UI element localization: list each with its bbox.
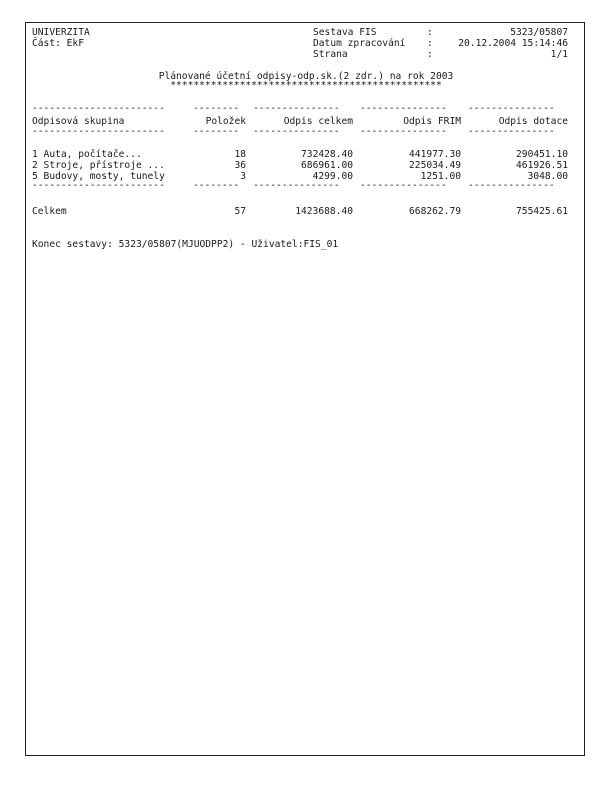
dash-hdr-c1: -----------------------: [32, 126, 165, 137]
total-row-label: Celkem: [32, 206, 67, 217]
dash-hdr-c2: --------: [193, 126, 240, 137]
total-row-subsidy: 755425.61: [516, 206, 568, 217]
table-row-1-subsidy: 290451.10: [516, 149, 568, 160]
dash-sum-c1: -----------------------: [32, 180, 165, 191]
page-sep: :: [427, 49, 433, 60]
table-row-3-total: 4299.00: [312, 171, 353, 182]
total-row-total: 1423688.40: [295, 206, 353, 217]
dash-sum-c3: ---------------: [253, 180, 340, 191]
report-page: [25, 22, 585, 756]
dash-top-c4: ---------------: [360, 103, 447, 114]
col-header-group: Odpisová skupina: [32, 116, 125, 127]
table-row-2-total: 686961.00: [301, 160, 353, 171]
dash-hdr-c4: ---------------: [360, 126, 447, 137]
table-row-3-count: 3: [240, 171, 246, 182]
table-row-2-subsidy: 461926.51: [516, 160, 568, 171]
table-row-1-frim: 441977.30: [409, 149, 461, 160]
dash-sum-c4: ---------------: [360, 180, 447, 191]
report-sep: :: [427, 27, 433, 38]
table-row-2-frim: 225034.49: [409, 160, 461, 171]
dash-top-c3: ---------------: [253, 103, 340, 114]
report-value: 5323/05807: [510, 27, 568, 38]
report-label: Sestava FIS: [313, 27, 377, 38]
page-label: Strana: [313, 49, 348, 60]
dash-hdr-c3: ---------------: [253, 126, 340, 137]
col-header-count: Položek: [205, 116, 246, 127]
table-row-1-count: 18: [234, 149, 246, 160]
report-title: Plánované účetní odpisy-odp.sk.(2 zdr.) na rok 2003: [158, 71, 454, 82]
date-sep: :: [427, 38, 433, 49]
dash-sum-c5: ---------------: [468, 180, 555, 191]
col-header-frim: Odpis FRIM: [403, 116, 461, 127]
total-row-count: 57: [234, 206, 246, 217]
dash-top-c2: --------: [193, 103, 240, 114]
date-value: 20.12.2004 15:14:46: [458, 38, 568, 49]
report-footer: Konec sestavy: 5323/05807(MJUODPP2) - Uživatel:FIS_01: [32, 239, 339, 250]
dash-sum-c2: --------: [193, 180, 240, 191]
col-header-subsidy: Odpis dotace: [498, 116, 568, 127]
table-row-3-subsidy: 3048.00: [527, 171, 568, 182]
total-row-frim: 668262.79: [409, 206, 461, 217]
table-row-2-group: 2 Stroje, přístroje ...: [32, 160, 165, 171]
title-underline: ***********************************************: [170, 80, 442, 91]
date-label: Datum zpracování: [313, 38, 406, 49]
col-header-total: Odpis celkem: [283, 116, 353, 127]
table-row-3-group: 5 Budovy, mosty, tunely: [32, 171, 165, 182]
org-name: UNIVERZITA: [32, 27, 90, 38]
table-row-1-total: 732428.40: [301, 149, 353, 160]
dash-top-c5: ---------------: [468, 103, 555, 114]
org-part: Část: EkF: [32, 38, 84, 49]
dash-hdr-c5: ---------------: [468, 126, 555, 137]
dash-top-c1: -----------------------: [32, 103, 165, 114]
table-row-1-group: 1 Auta, počítače...: [32, 149, 142, 160]
table-row-3-frim: 1251.00: [420, 171, 461, 182]
page-value: 1/1: [550, 49, 568, 60]
table-row-2-count: 36: [234, 160, 246, 171]
